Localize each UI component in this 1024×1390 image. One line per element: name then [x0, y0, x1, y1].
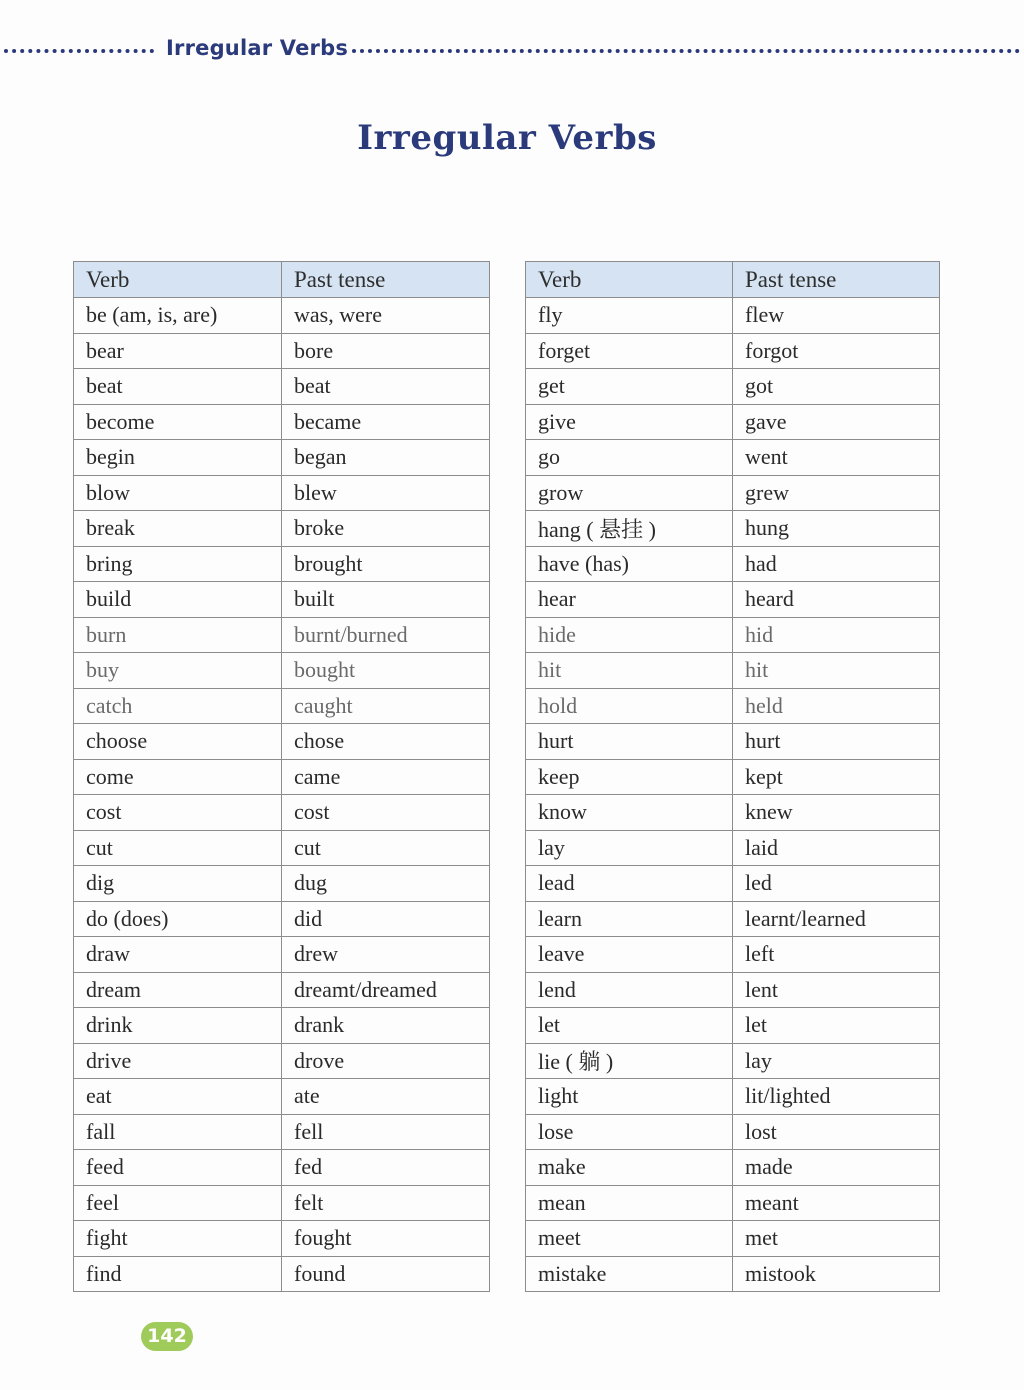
- table-row: [74, 1043, 490, 1079]
- past-tense-cell: held: [733, 688, 940, 724]
- verb-cell: catch: [74, 688, 282, 724]
- table-row: [74, 582, 490, 618]
- verb-cell: grow: [526, 475, 733, 511]
- table-row: [526, 475, 940, 511]
- past-tense-cell: fought: [282, 1221, 490, 1257]
- verb-cell: give: [526, 404, 733, 440]
- verb-table-left-body: [74, 298, 490, 1292]
- table-row: [74, 724, 490, 760]
- past-tense-cell: was, were: [282, 298, 490, 334]
- table-row: [74, 1114, 490, 1150]
- verb-cell: hold: [526, 688, 733, 724]
- table-row: [74, 1221, 490, 1257]
- past-tense-cell: ate: [282, 1079, 490, 1115]
- page-title: Irregular Verbs: [357, 118, 657, 158]
- table-row: [74, 404, 490, 440]
- past-tense-cell: came: [282, 759, 490, 795]
- verb-cell: hurt: [526, 724, 733, 760]
- verb-cell: have (has): [526, 546, 733, 582]
- verb-cell: become: [74, 404, 282, 440]
- verb-cell: build: [74, 582, 282, 618]
- verb-cell: forget: [526, 333, 733, 369]
- table-row: [526, 546, 940, 582]
- verb-cell: do (does): [74, 901, 282, 937]
- table-row: [526, 298, 940, 334]
- verb-cell: come: [74, 759, 282, 795]
- table-row: [526, 511, 940, 547]
- verb-cell: beat: [74, 369, 282, 405]
- verb-cell: leave: [526, 937, 733, 973]
- table-row: [74, 475, 490, 511]
- table-row: [526, 1079, 940, 1115]
- verb-table-left: [73, 261, 490, 1292]
- column-header-past-tense: Past tense: [733, 262, 940, 298]
- past-tense-cell: became: [282, 404, 490, 440]
- table-header-row: [74, 262, 490, 298]
- verb-cell: buy: [74, 653, 282, 689]
- table-row: [526, 759, 940, 795]
- past-tense-cell: began: [282, 440, 490, 476]
- verb-cell: cut: [74, 830, 282, 866]
- table-row: [526, 1114, 940, 1150]
- running-header-title: Irregular Verbs: [166, 36, 349, 60]
- table-row: [526, 404, 940, 440]
- verb-cell: find: [74, 1256, 282, 1292]
- past-tense-cell: left: [733, 937, 940, 973]
- verb-cell: be (am, is, are): [74, 298, 282, 334]
- table-row: [74, 1079, 490, 1115]
- past-tense-cell: hung: [733, 511, 940, 547]
- verb-cell: mean: [526, 1185, 733, 1221]
- verb-cell: cost: [74, 795, 282, 831]
- table-row: [74, 298, 490, 334]
- table-row: [526, 617, 940, 653]
- past-tense-cell: beat: [282, 369, 490, 405]
- past-tense-cell: found: [282, 1256, 490, 1292]
- verb-cell: burn: [74, 617, 282, 653]
- past-tense-cell: laid: [733, 830, 940, 866]
- table-row: [526, 937, 940, 973]
- verb-cell: hide: [526, 617, 733, 653]
- past-tense-cell: lay: [733, 1043, 940, 1079]
- past-tense-cell: met: [733, 1221, 940, 1257]
- verb-cell: break: [74, 511, 282, 547]
- table-row: [74, 901, 490, 937]
- verb-cell: let: [526, 1008, 733, 1044]
- past-tense-cell: fell: [282, 1114, 490, 1150]
- table-row: [74, 1256, 490, 1292]
- table-row: [526, 1043, 940, 1079]
- past-tense-cell: built: [282, 582, 490, 618]
- column-header-verb: Verb: [526, 262, 733, 298]
- table-row: [74, 1008, 490, 1044]
- past-tense-cell: bore: [282, 333, 490, 369]
- verb-cell: dig: [74, 866, 282, 902]
- verb-table-right-body: [526, 298, 940, 1292]
- past-tense-cell: chose: [282, 724, 490, 760]
- verb-cell: light: [526, 1079, 733, 1115]
- table-row: [74, 830, 490, 866]
- verb-cell: feel: [74, 1185, 282, 1221]
- verb-cell: hear: [526, 582, 733, 618]
- past-tense-cell: drank: [282, 1008, 490, 1044]
- verb-cell: blow: [74, 475, 282, 511]
- verb-cell: feed: [74, 1150, 282, 1186]
- past-tense-cell: cost: [282, 795, 490, 831]
- table-row: [526, 901, 940, 937]
- past-tense-cell: caught: [282, 688, 490, 724]
- table-row: [74, 369, 490, 405]
- verb-cell: lend: [526, 972, 733, 1008]
- verb-cell: drink: [74, 1008, 282, 1044]
- table-row: [526, 1008, 940, 1044]
- verb-cell: lose: [526, 1114, 733, 1150]
- verb-cell: lie ( 躺 ): [526, 1043, 733, 1079]
- past-tense-cell: grew: [733, 475, 940, 511]
- verb-cell: know: [526, 795, 733, 831]
- table-row: [526, 582, 940, 618]
- verb-cell: bear: [74, 333, 282, 369]
- verb-cell: draw: [74, 937, 282, 973]
- table-row: [526, 1150, 940, 1186]
- verb-cell: mistake: [526, 1256, 733, 1292]
- table-row: [526, 830, 940, 866]
- table-row: [74, 688, 490, 724]
- past-tense-cell: flew: [733, 298, 940, 334]
- past-tense-cell: lost: [733, 1114, 940, 1150]
- table-row: [74, 1185, 490, 1221]
- table-row: [526, 1185, 940, 1221]
- past-tense-cell: bought: [282, 653, 490, 689]
- table-row: [526, 440, 940, 476]
- table-row: [526, 688, 940, 724]
- table-header-row: [526, 262, 940, 298]
- past-tense-cell: knew: [733, 795, 940, 831]
- past-tense-cell: fed: [282, 1150, 490, 1186]
- past-tense-cell: lit/lighted: [733, 1079, 940, 1115]
- past-tense-cell: learnt/learned: [733, 901, 940, 937]
- past-tense-cell: brought: [282, 546, 490, 582]
- verb-cell: get: [526, 369, 733, 405]
- past-tense-cell: drew: [282, 937, 490, 973]
- past-tense-cell: got: [733, 369, 940, 405]
- past-tense-cell: hid: [733, 617, 940, 653]
- table-row: [74, 546, 490, 582]
- verb-cell: dream: [74, 972, 282, 1008]
- column-header-past-tense: Past tense: [282, 262, 490, 298]
- past-tense-cell: mistook: [733, 1256, 940, 1292]
- verb-cell: fly: [526, 298, 733, 334]
- past-tense-cell: gave: [733, 404, 940, 440]
- verb-cell: lead: [526, 866, 733, 902]
- past-tense-cell: broke: [282, 511, 490, 547]
- past-tense-cell: heard: [733, 582, 940, 618]
- table-row: [74, 937, 490, 973]
- table-row: [74, 795, 490, 831]
- table-row: [526, 1221, 940, 1257]
- past-tense-cell: dug: [282, 866, 490, 902]
- verb-cell: fall: [74, 1114, 282, 1150]
- past-tense-cell: led: [733, 866, 940, 902]
- past-tense-cell: forgot: [733, 333, 940, 369]
- table-row: [526, 972, 940, 1008]
- past-tense-cell: kept: [733, 759, 940, 795]
- table-row: [526, 333, 940, 369]
- past-tense-cell: felt: [282, 1185, 490, 1221]
- verb-cell: begin: [74, 440, 282, 476]
- table-row: [74, 440, 490, 476]
- verb-cell: lay: [526, 830, 733, 866]
- past-tense-cell: cut: [282, 830, 490, 866]
- verb-cell: eat: [74, 1079, 282, 1115]
- past-tense-cell: burnt/burned: [282, 617, 490, 653]
- dotted-rule-left: [4, 49, 154, 53]
- table-row: [526, 369, 940, 405]
- past-tense-cell: lent: [733, 972, 940, 1008]
- past-tense-cell: dreamt/dreamed: [282, 972, 490, 1008]
- table-row: [526, 795, 940, 831]
- table-row: [526, 653, 940, 689]
- table-row: [526, 724, 940, 760]
- table-row: [74, 617, 490, 653]
- dotted-rule-right: [352, 49, 1020, 53]
- past-tense-cell: drove: [282, 1043, 490, 1079]
- table-row: [526, 866, 940, 902]
- table-row: [526, 1256, 940, 1292]
- past-tense-cell: let: [733, 1008, 940, 1044]
- past-tense-cell: did: [282, 901, 490, 937]
- verb-cell: drive: [74, 1043, 282, 1079]
- verb-cell: learn: [526, 901, 733, 937]
- verb-cell: go: [526, 440, 733, 476]
- table-row: [74, 511, 490, 547]
- page-number-badge: 142: [141, 1322, 193, 1351]
- table-row: [74, 866, 490, 902]
- verb-cell: keep: [526, 759, 733, 795]
- table-row: [74, 972, 490, 1008]
- past-tense-cell: hurt: [733, 724, 940, 760]
- past-tense-cell: made: [733, 1150, 940, 1186]
- table-row: [74, 333, 490, 369]
- verb-cell: bring: [74, 546, 282, 582]
- verb-table-right: [525, 261, 940, 1292]
- verb-cell: meet: [526, 1221, 733, 1257]
- verb-cell: hit: [526, 653, 733, 689]
- past-tense-cell: blew: [282, 475, 490, 511]
- past-tense-cell: meant: [733, 1185, 940, 1221]
- verb-cell: make: [526, 1150, 733, 1186]
- table-row: [74, 1150, 490, 1186]
- verb-cell: hang ( 悬挂 ): [526, 511, 733, 547]
- table-row: [74, 759, 490, 795]
- running-header: [0, 34, 1024, 66]
- past-tense-cell: had: [733, 546, 940, 582]
- past-tense-cell: went: [733, 440, 940, 476]
- table-row: [74, 653, 490, 689]
- verb-cell: choose: [74, 724, 282, 760]
- column-header-verb: Verb: [74, 262, 282, 298]
- verb-cell: fight: [74, 1221, 282, 1257]
- past-tense-cell: hit: [733, 653, 940, 689]
